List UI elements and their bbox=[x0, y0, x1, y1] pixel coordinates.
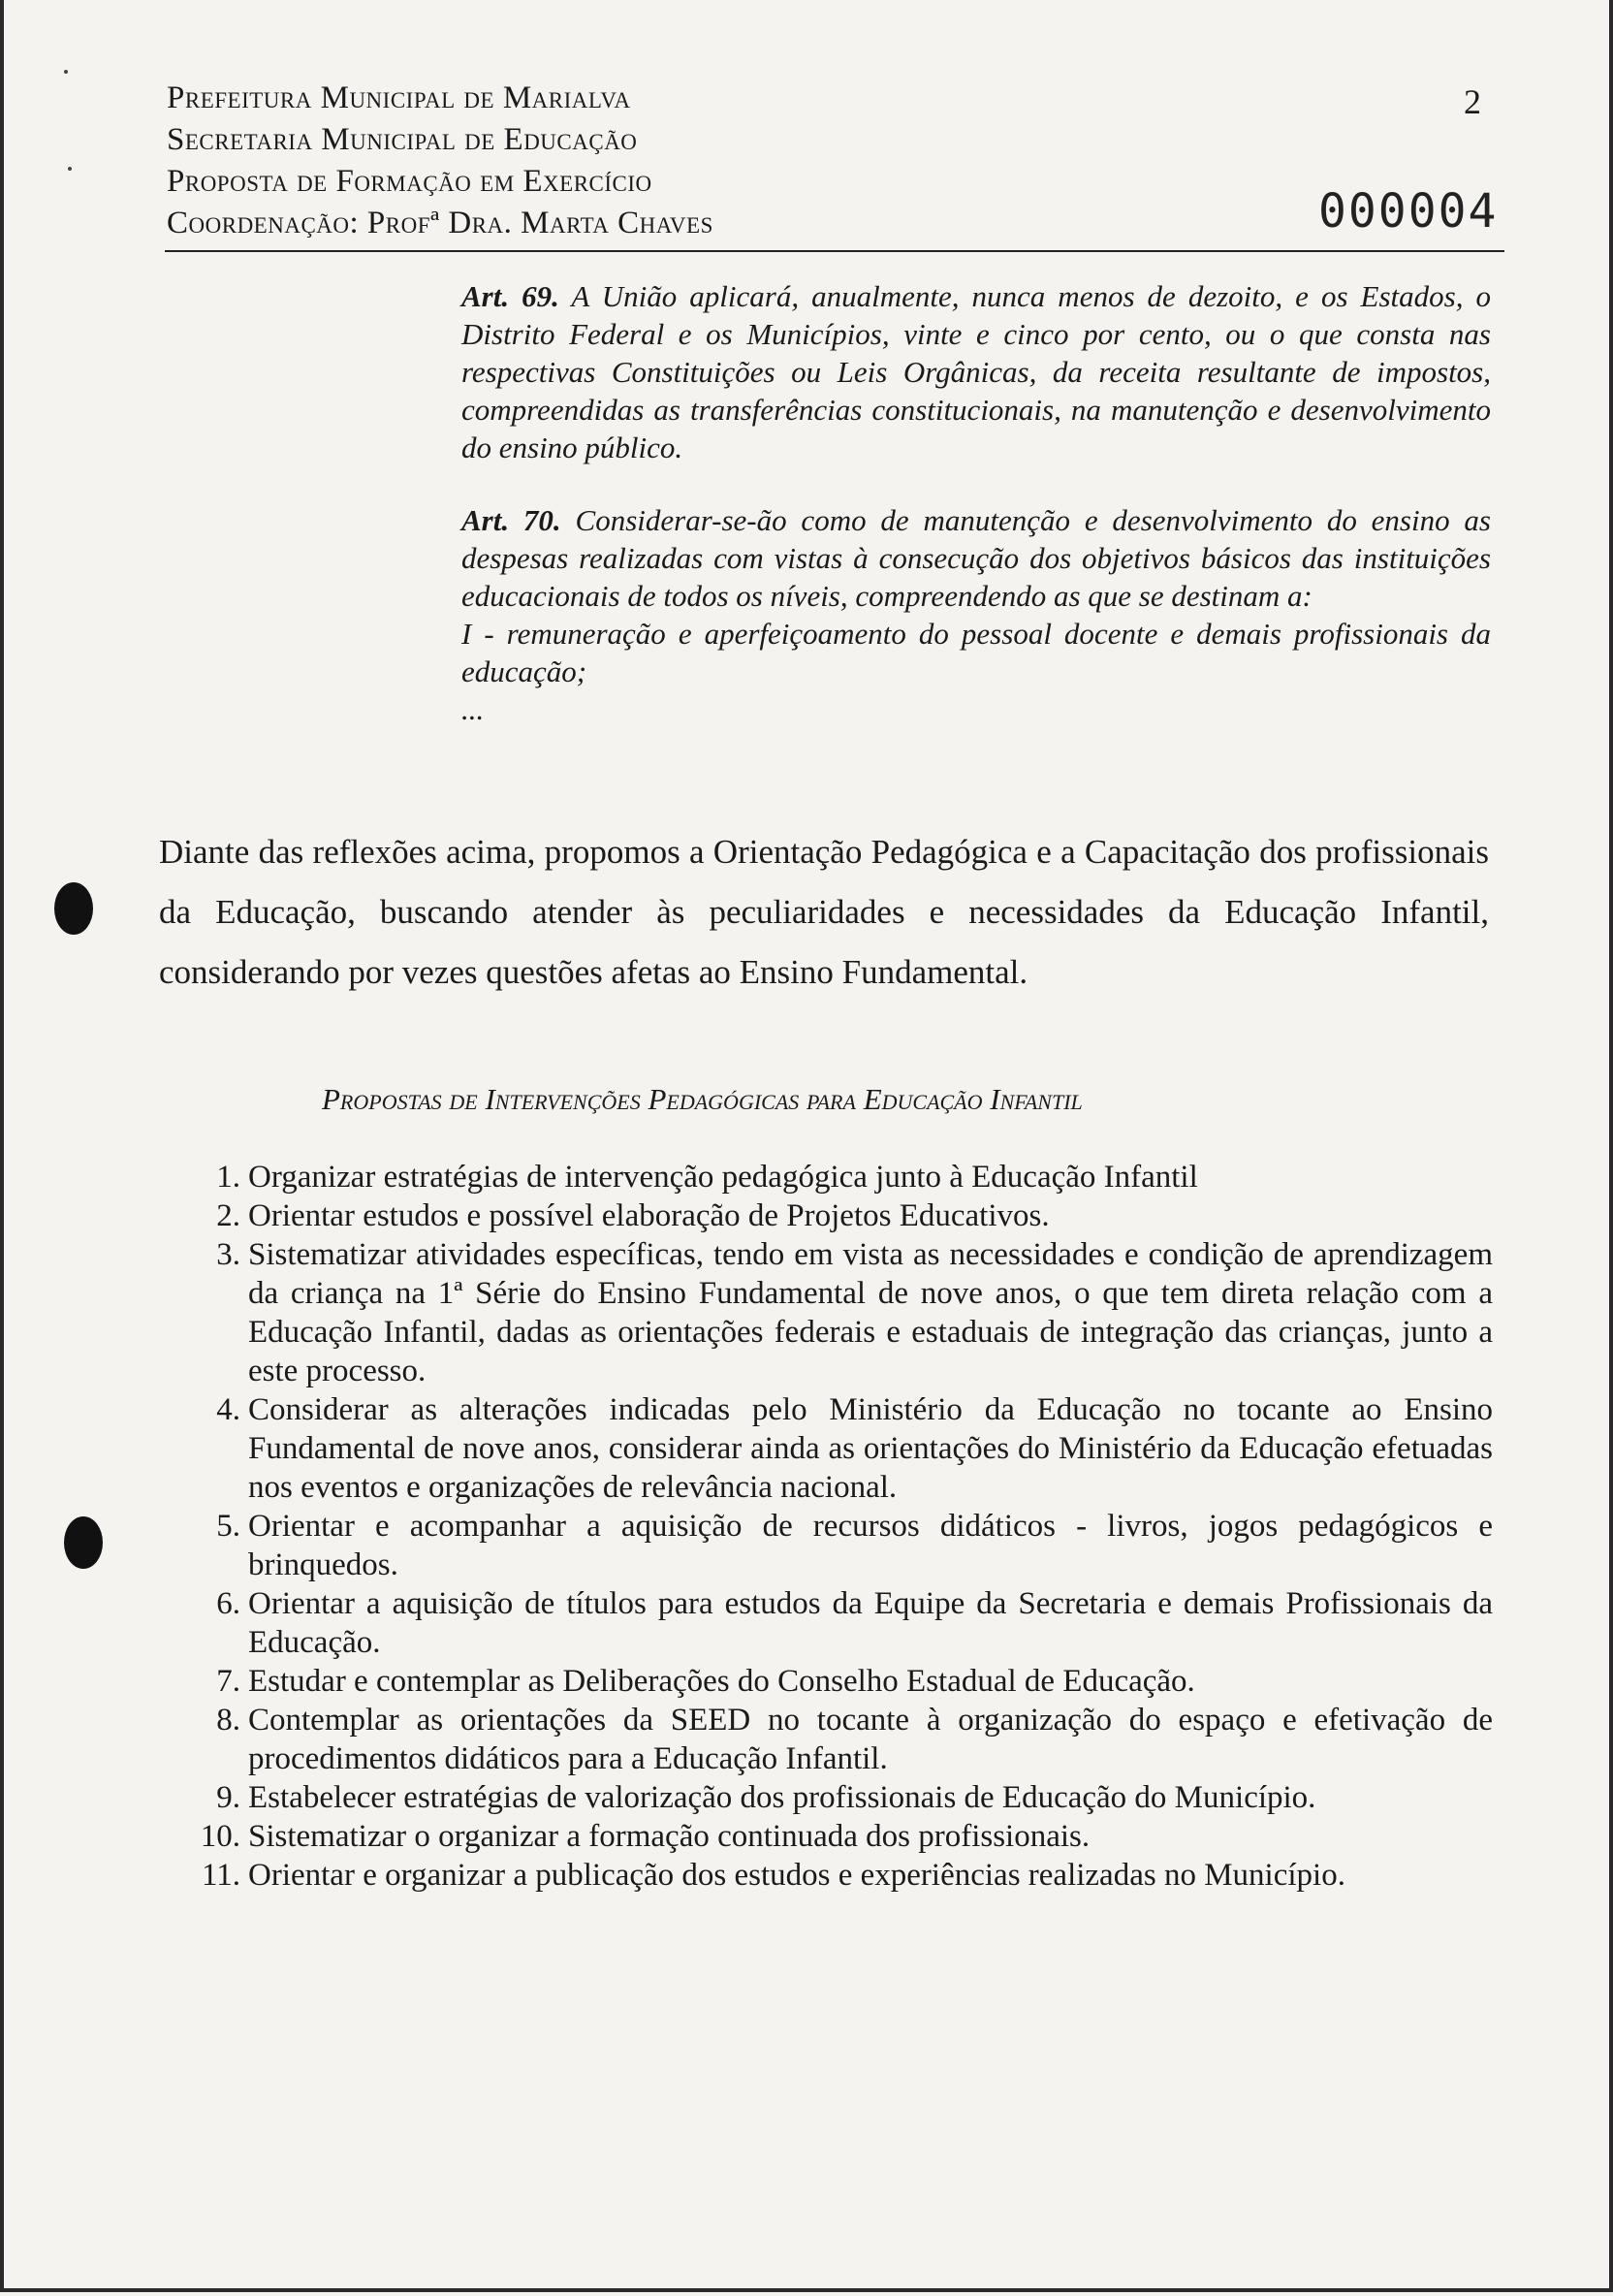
list-item bbox=[194, 1856, 1493, 1895]
proposals-list bbox=[194, 1158, 1493, 1895]
list-item-text: Orientar a aquisição de títulos para estudos da Equipe da Secretaria e demais Profissionais da Educação. bbox=[248, 1586, 1493, 1660]
header-line-municipality: Prefeitura Municipal de Marialva bbox=[167, 80, 631, 115]
list-item-text: Sistematizar o organizar a formação continuada dos profissionais. bbox=[248, 1819, 1091, 1854]
list-item-text: Considerar as alterações indicadas pelo Ministério da Educação no tocante ao Ensino Fundamental de nove anos, considerar ainda as orientações do Ministério da Educação efetuadas nos eventos e organizações de relevância nacional. bbox=[248, 1392, 1493, 1505]
document-number-stamp: 000004 bbox=[1318, 184, 1499, 239]
list-item-text: Orientar e acompanhar a aquisição de recursos didáticos - livros, jogos pedagógicos e brinquedos. bbox=[248, 1509, 1493, 1582]
article-70-label: Art. 70. bbox=[461, 503, 561, 537]
law-quotation bbox=[461, 277, 1491, 728]
scan-speck bbox=[68, 167, 72, 171]
list-item-text: Estabelecer estratégias de valorização dos profissionais de Educação do Município. bbox=[248, 1780, 1316, 1815]
page-number: 2 bbox=[1464, 82, 1481, 121]
header-divider bbox=[165, 250, 1504, 252]
quote-ellipsis: ... bbox=[461, 692, 485, 726]
list-item-number: 1. bbox=[216, 1160, 240, 1195]
list-item bbox=[194, 1584, 1493, 1662]
article-70-item-i: I - remuneração e aperfeiçoamento do pessoal docente e demais profissionais da educação; bbox=[461, 617, 1491, 688]
list-item-number: 9. bbox=[216, 1780, 240, 1815]
list-item-number: 10. bbox=[200, 1819, 240, 1854]
list-item bbox=[194, 1158, 1493, 1196]
list-item bbox=[194, 1196, 1493, 1235]
punch-hole-bottom bbox=[64, 1516, 103, 1569]
list-item-number: 4. bbox=[216, 1392, 240, 1427]
article-69-label: Art. 69. bbox=[461, 279, 559, 313]
header-line-coordination: Coordenação: Profª Dra. Marta Chaves bbox=[167, 206, 713, 240]
list-item bbox=[194, 1817, 1493, 1856]
list-item-text: Estudar e contemplar as Deliberações do Conselho Estadual de Educação. bbox=[248, 1664, 1195, 1699]
body-paragraph: Diante das reflexões acima, propomos a Orientação Pedagógica e a Capacitação dos profissionais da Educação, buscando atender às peculiaridades e necessidades da Educação Infantil, considerando por vezes questões afetas ao Ensino Fundamental. bbox=[159, 833, 1489, 991]
list-item-text: Orientar estudos e possível elaboração de Projetos Educativos. bbox=[248, 1198, 1050, 1233]
list-item bbox=[194, 1701, 1493, 1778]
list-item bbox=[194, 1662, 1493, 1701]
list-item-text: Organizar estratégias de intervenção pedagógica junto à Educação Infantil bbox=[248, 1160, 1198, 1195]
punch-hole-top bbox=[54, 882, 93, 935]
list-item-number: 3. bbox=[216, 1237, 240, 1272]
list-item-number: 5. bbox=[216, 1509, 240, 1544]
article-69 bbox=[461, 277, 1491, 466]
list-item-number: 8. bbox=[216, 1703, 240, 1738]
list-item bbox=[194, 1507, 1493, 1584]
list-item-number: 6. bbox=[216, 1586, 240, 1621]
article-70-text: Considerar-se-ão como de manutenção e desenvolvimento do ensino as despesas realizadas com vistas à consecução dos objetivos básicos das instituições educacionais de todos os níveis, compreendendo as que se destinam a: bbox=[461, 503, 1491, 613]
scan-speck bbox=[64, 70, 68, 74]
list-item-text: Sistematizar atividades específicas, tendo em vista as necessidades e condição de aprendizagem da criança na 1ª Série do Ensino Fundamental de nove anos, o que tem direta relação com a Educação Infantil, dadas as orientações federais e estaduais de integração das crianças, junto a este processo. bbox=[248, 1237, 1493, 1388]
list-item bbox=[194, 1235, 1493, 1390]
list-item-number: 11. bbox=[201, 1858, 240, 1893]
header-line-proposal: Proposta de Formação em Exercício bbox=[167, 164, 652, 199]
list-item-number: 7. bbox=[216, 1664, 240, 1699]
list-item bbox=[194, 1778, 1493, 1817]
list-item-number: 2. bbox=[216, 1198, 240, 1233]
article-70 bbox=[461, 501, 1491, 615]
list-item bbox=[194, 1390, 1493, 1507]
list-item-text: Contemplar as orientações da SEED no tocante à organização do espaço e efetivação de procedimentos didáticos para a Educação Infantil. bbox=[248, 1703, 1493, 1776]
document-header bbox=[167, 78, 1504, 244]
section-title: Propostas de Intervenções Pedagógicas para Educação Infantil bbox=[322, 1082, 1083, 1116]
article-69-text: A União aplicará, anualmente, nunca menos de dezoito, e os Estados, o Distrito Federal e os Municípios, vinte e cinco por cento, ou o que consta nas respectivas Constituições ou Leis Orgânicas, da receita resultante de impostos, compreendidas as transferências constitucionais, na manutenção e desenvolvimento do ensino público. bbox=[461, 279, 1491, 464]
list-item-text: Orientar e organizar a publicação dos estudos e experiências realizadas no Município. bbox=[248, 1858, 1345, 1893]
header-line-secretariat: Secretaria Municipal de Educação bbox=[167, 122, 638, 157]
